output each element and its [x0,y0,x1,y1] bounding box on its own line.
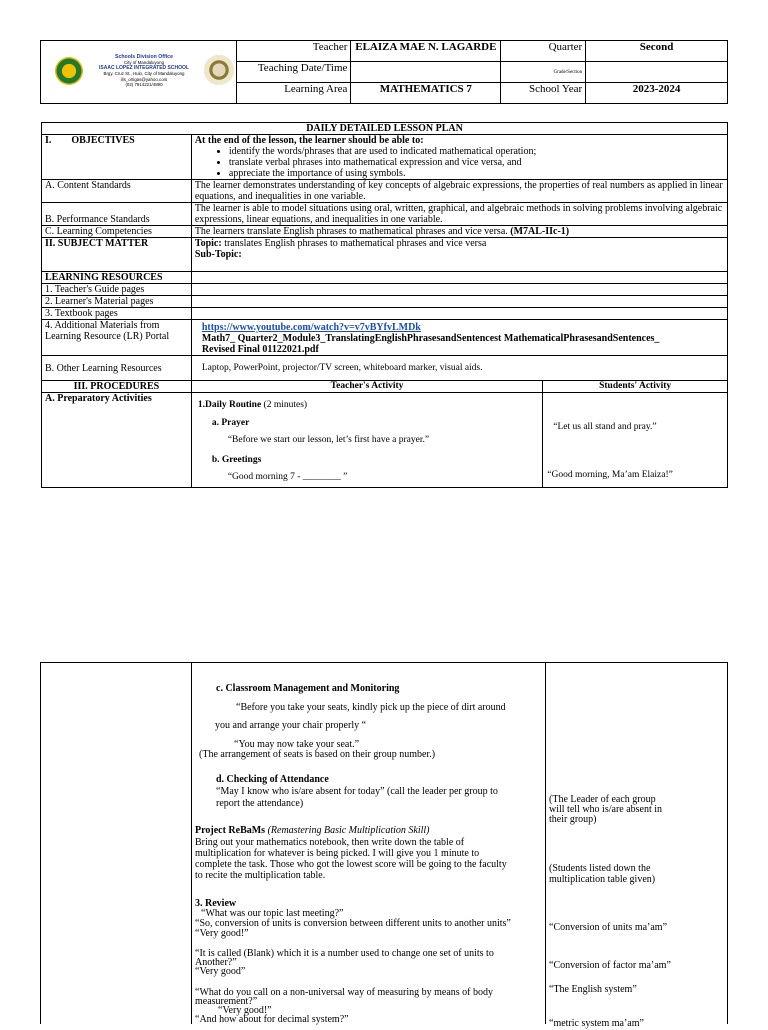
performance-text: The learner is able to model situations using oral, written, graphical, and algebraic methods in solving problems involving algebraic expressions, linear equations, and inequalities in one variable. [191,203,727,226]
lesson-plan-table [41,122,728,488]
res-tg-value [191,284,727,296]
topic-label: Topic: [194,238,222,249]
quarter-value: Second [586,41,728,62]
date-value [351,62,501,83]
page-2-table [40,662,728,1029]
resources-label: LEARNING RESOURCES [42,272,192,284]
review-line9: “Very good!” [218,1005,272,1016]
res-lm-label: 2. Learner's Material pages [42,296,192,308]
objectives-list [195,146,724,179]
review-student1: “Conversion of units ma’am” [549,922,668,933]
res-lm-value [191,296,727,308]
review-line2: “So, conversion of units is conversion between different units to another units” [195,918,511,929]
greet-student: “Good morning, Ma’am Elaiza!” [547,470,673,480]
sy-label: School Year [501,83,586,104]
content-text: The learner demonstrates understanding of key concepts of algebraic expressions, the properties of real numbers as applied in linear equations, and inequalities in one variable. [191,180,727,203]
cm-line2: you and arrange your chair properly “ [215,720,367,731]
review-student4: “metric system ma’am” [549,1018,644,1029]
module-file-line2: Revised Final 01122021.pdf [201,344,319,355]
review-line3: “Very good!” [195,928,249,939]
rebams-line3: complete the task. Those who got the lowest score will be going to the faculty [195,859,507,870]
rebams-line4: to recite the multiplication table. [195,870,326,881]
school-email: ilis_ortigas@yahoo.com [120,76,168,82]
res-add-label [42,320,192,356]
review-label: 3. Review [195,898,237,909]
prayer-student: “Let us all stand and pray.” [553,422,657,432]
module-file-line1: Math7_ Quarter2_Module3_TranslatingEnglishPhrasesandSentencest MathematicalPhrasesandSentences_ [201,333,660,344]
date-label: Teaching Date/Time [236,62,351,83]
review-line6: “Very good” [195,966,246,977]
school-office: Schools Division Office [115,54,173,60]
teacher-value: ELAIZA MAE N. LAGARDE [351,41,501,62]
prayer-teacher: “Before we start our lesson, let’s first have a prayer.” [227,435,430,445]
res-tg-label: 1. Teacher's Guide pages [42,284,192,296]
school-info [85,55,203,87]
greet-teacher: “Good morning 7 - ________ ” [227,472,348,482]
school-phone: (02) 7914221/4890 [125,82,163,88]
topic-text: translates English phrases to mathematical phrases and vice versa [224,238,487,249]
subject-label: II. SUBJECT MATTER [42,238,192,272]
plan-title: DAILY DETAILED LESSON PLAN [42,123,728,135]
attendance-student3: their group) [549,814,597,825]
objectives-cell [191,135,727,180]
sy-value: 2023-2024 [586,83,728,104]
review-line7: “What do you call on a non-universal way of measuring by means of body [195,987,493,998]
rebams-line2: multiplication for whatever is being picked. I will give you 1 minute to [195,848,480,859]
students-activity-header: Students' Activity [543,381,728,393]
objectives-label: I. OBJECTIVES [42,135,192,180]
routine-time: (2 minutes) [263,400,308,410]
review-line1: “What was our topic last meeting?” [201,908,344,919]
rebams-line1: Bring out your mathematics notebook, then write down the table of [195,837,465,848]
attendance-student1: (The Leader of each group [549,794,656,805]
rebams-label: Project ReBaMs [195,825,266,836]
objective-item: • identify the words/phrases that are used to indicated mathematical operation; [229,146,724,157]
res-tb-label: 3. Textbook pages [42,308,192,320]
res-other-label: B. Other Learning Resources [42,356,192,381]
cm-label: c. Classroom Management and Monitoring [216,683,400,694]
review-line5: Another?” [195,957,237,968]
competency-code: (M7AL-IIc-1) [510,226,570,237]
youtube-link[interactable]: https://www.youtube.com/watch?v=v7vBYfvLMDk [201,322,421,333]
students-activity-cell [543,393,728,488]
content-label: A. Content Standards [42,180,192,203]
column-divider [545,663,546,1024]
performance-label: B. Performance Standards [42,203,192,226]
greetings-label: b. Greetings [211,455,262,465]
column-divider [191,663,192,1024]
review-student2: “Conversion of factor ma’am” [549,960,671,971]
division-seal-icon [55,57,83,85]
school-address: Brgy. Cruz St., Hulo, City of Mandaluyong [103,71,185,77]
teacher-activity-cell [191,393,542,488]
topic-cell [191,238,727,272]
res-add-line2: Learning Resource (LR) Portal [45,331,170,342]
rebams-title [195,826,430,837]
cm-line3: “You may now take your seat.” [234,739,360,750]
rebams-student2: multiplication table given) [549,874,656,885]
area-label: Learning Area [236,83,351,104]
grade-value [586,62,728,83]
subtopic-label: Sub-Topic: [194,249,242,260]
attendance-student2: will tell who is/are absent in [549,804,663,815]
teacher-label: Teacher [236,41,351,62]
attendance-label: d. Checking of Attendance [216,774,329,785]
objective-item: • appreciate the importance of using symbols. [229,168,724,179]
attendance-line2: report the attendance) [216,798,304,809]
review-line10: “And how about for decimal system?” [195,1014,349,1025]
prep-label: A. Preparatory Activities [42,393,192,488]
resources-blank [191,272,727,284]
review-student3: “The English system” [549,984,637,995]
teacher-activity-header: Teacher's Activity [191,381,542,393]
competency-label: C. Learning Competencies [42,226,192,238]
quarter-label: Quarter [501,41,586,62]
attendance-line1: “May I know who is/are absent for today” (call the leader per group to [216,786,498,797]
competency-cell [191,226,727,238]
res-other-text: Laptop, PowerPoint, projector/TV screen, whiteboard marker, visual aids. [191,356,727,381]
review-line8: measurement?” [195,996,258,1007]
objective-item: • translate verbal phrases into mathematical expression and vice versa, and [229,157,724,168]
objectives-intro: At the end of the lesson, the learner should be able to: [194,135,424,146]
procedures-label: III. PROCEDURES [42,381,192,393]
school-logo-cell [41,41,237,104]
prayer-label: a. Prayer [211,418,250,428]
grade-label: Grade/Section [501,62,586,83]
cm-line1: “Before you take your seats, kindly pick up the piece of dirt around [236,702,506,713]
cm-line4: (The arrangement of seats is based on their group number.) [199,749,436,760]
res-add-value [191,320,727,356]
rebams-sub: (Remastering Basic Multiplication Skill) [267,825,430,836]
school-city: City of Mandaluyong [123,60,165,66]
competency-text: The learners translate English phrases to mathematical phrases and vice versa. [194,226,508,237]
area-value: MATHEMATICS 7 [351,83,501,104]
review-line4: “It is called (Blank) which it is a number used to change one set of units to [195,948,494,959]
header-table [40,40,728,104]
res-add-line1: 4. Additional Materials from [45,320,160,331]
routine-label: 1.Daily Routine [197,400,262,410]
school-name: ISAAC LOPEZ INTEGRATED SCHOOL [99,64,189,71]
rebams-student1: (Students listed down the [549,863,651,874]
school-seal-icon [204,55,234,85]
res-tb-value [191,308,727,320]
